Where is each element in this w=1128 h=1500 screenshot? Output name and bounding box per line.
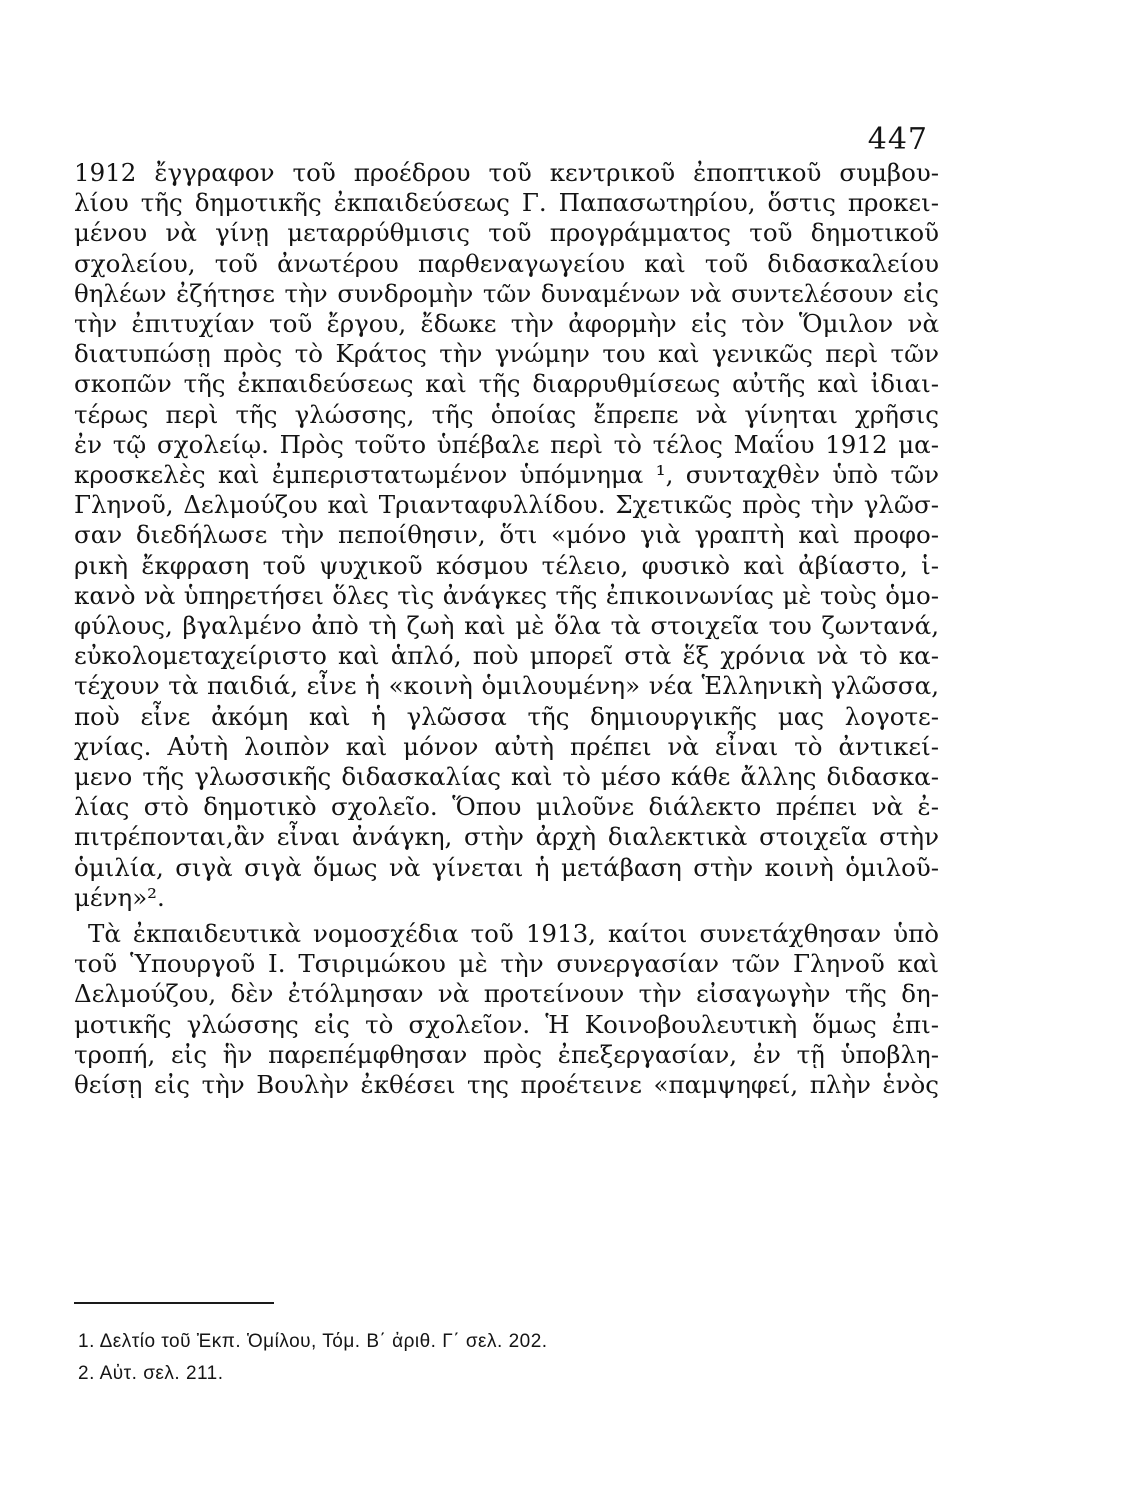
text-line: ὁμιλία, σιγὰ σιγὰ ὅμως νὰ γίνεται ἡ μετάβαση στὴν κοινὴ ὁμιλοῦ-: [74, 852, 939, 882]
page-number: 447: [867, 122, 928, 157]
text-line: ποὺ εἶνε ἀκόμη καὶ ἡ γλῶσσα τῆς δημιουργικῆς μας λογοτε-: [74, 701, 939, 731]
footnote-1: 1. Δελτίο τοῦ Ἐκπ. Ὁμίλου, Τόμ. Β΄ ἀριθ. Γ΄ σελ. 202.: [78, 1331, 548, 1352]
text-line: μένη»².: [74, 882, 165, 912]
text-line: τέρως περὶ τῆς γλώσσης, τῆς ὁποίας ἔπρεπε νὰ γίνηται χρῆσις: [74, 399, 939, 429]
text-line: Τὰ ἐκπαιδευτικὰ νομοσχέδια τοῦ 1913, καίτοι συνετάχθησαν ὑπὸ: [88, 919, 939, 949]
text-line: Δελμούζου, δὲν ἐτόλμησαν νὰ προτείνουν τὴν εἰσαγωγὴν τῆς δη-: [74, 979, 939, 1009]
text-line: μένου νὰ γίνῃ μεταρρύθμισις τοῦ προγράμματος τοῦ δημοτικοῦ: [74, 218, 939, 248]
text-line: λίας στὸ δημοτικὸ σχολεῖο. Ὅπου μιλοῦνε διάλεκτο πρέπει νὰ ἐ-: [74, 792, 939, 822]
text-line: τέχουν τὰ παιδιά, εἶνε ἡ «κοινὴ ὁμιλουμένη» νέα Ἑλληνικὴ γλῶσσα,: [74, 671, 939, 701]
text-line: μοτικῆς γλώσσης εἰς τὸ σχολεῖον. Ἡ Κοινοβουλευτικὴ ὅμως ἐπι-: [74, 1009, 939, 1039]
footnotes: [78, 1326, 778, 1390]
text-line: σαν διεδήλωσε τὴν πεποίθησιν, ὅτι «μόνο γιὰ γραπτὴ καὶ προφο-: [74, 520, 939, 550]
text-line: τὴν ἐπιτυχίαν τοῦ ἔργου, ἔδωκε τὴν ἀφορμὴν εἰς τὸν Ὅμιλον νὰ: [74, 309, 939, 339]
text-line: χνίας. Αὐτὴ λοιπὸν καὶ μόνον αὐτὴ πρέπει νὰ εἶναι τὸ ἀντικεί-: [74, 731, 939, 761]
text-line: ρικὴ ἔκφραση τοῦ ψυχικοῦ κόσμου τέλειο, φυσικὸ καὶ ἀβίαστο, ἱ-: [74, 550, 939, 580]
text-line: τροπή, εἰς ἣν παρεπέμφθησαν πρὸς ἐπεξεργασίαν, ἐν τῇ ὑποβλη-: [74, 1039, 939, 1069]
text-line: φύλους, βγαλμένο ἀπὸ τὴ ζωὴ καὶ μὲ ὅλα τὰ στοιχεῖα του ζωντανά,: [74, 611, 939, 641]
text-line: ἐν τῷ σχολείῳ. Πρὸς τοῦτο ὑπέβαλε περὶ τὸ τέλος Μαΐου 1912 μα-: [74, 429, 939, 459]
text-line: θείσῃ εἰς τὴν Βουλὴν ἐκθέσει της προέτεινε «παμψηφεί, πλὴν ἑνὸς: [74, 1070, 939, 1100]
text-line: διατυπώσῃ πρὸς τὸ Κράτος τὴν γνώμην του καὶ γενικῶς περὶ τῶν: [74, 339, 939, 369]
text-line: λίου τῆς δημοτικῆς ἐκπαιδεύσεως Γ. Παπασωτηρίου, ὅστις προκει-: [74, 188, 939, 218]
footnote-separator: [74, 1302, 274, 1304]
text-line: σχολείου, τοῦ ἀνωτέρου παρθεναγωγείου καὶ τοῦ διδασκαλείου: [74, 248, 939, 278]
text-line: σκοπῶν τῆς ἐκπαιδεύσεως καὶ τῆς διαρρυθμίσεως αὐτῆς καὶ ἰδιαι-: [74, 369, 939, 399]
text-line: μενο τῆς γλωσσικῆς διδασκαλίας καὶ τὸ μέσο κάθε ἄλλης διδασκα-: [74, 762, 939, 792]
text-line: θηλέων ἐζήτησε τὴν συνδρομὴν τῶν δυναμένων νὰ συντελέσουν εἰς: [74, 278, 939, 308]
text-line: κροσκελὲς καὶ ἐμπεριστατωμένον ὑπόμνημα ¹, συνταχθὲν ὑπὸ τῶν: [74, 460, 939, 490]
paragraph-2: [74, 919, 939, 1100]
text-line: 1912 ἔγγραφον τοῦ προέδρου τοῦ κεντρικοῦ ἐποπτικοῦ συμβου-: [74, 158, 939, 187]
body-text: [74, 158, 939, 1100]
text-line: πιτρέπονται,ἂν εἶναι ἀνάγκη, στὴν ἀρχὴ διαλεκτικὰ στοιχεῖα στὴν: [74, 822, 939, 852]
text-line: Γληνοῦ, Δελμούζου καὶ Τριανταφυλλίδου. Σχετικῶς πρὸς τὴν γλῶσ-: [74, 490, 939, 520]
footnote-2: 2. Αὐτ. σελ. 211.: [78, 1363, 224, 1384]
text-line: τοῦ Ὑπουργοῦ Ι. Τσιριμώκου μὲ τὴν συνεργασίαν τῶν Γληνοῦ καὶ: [74, 949, 939, 979]
text-line: κανὸ νὰ ὑπηρετήσει ὅλες τὶς ἀνάγκες τῆς ἐπικοινωνίας μὲ τοὺς ὁμο-: [74, 580, 939, 610]
text-line: εὐκολομεταχείριστο καὶ ἁπλό, ποὺ μπορεῖ στὰ ἕξ χρόνια νὰ τὸ κα-: [74, 641, 939, 671]
paragraph-1: [74, 158, 939, 913]
